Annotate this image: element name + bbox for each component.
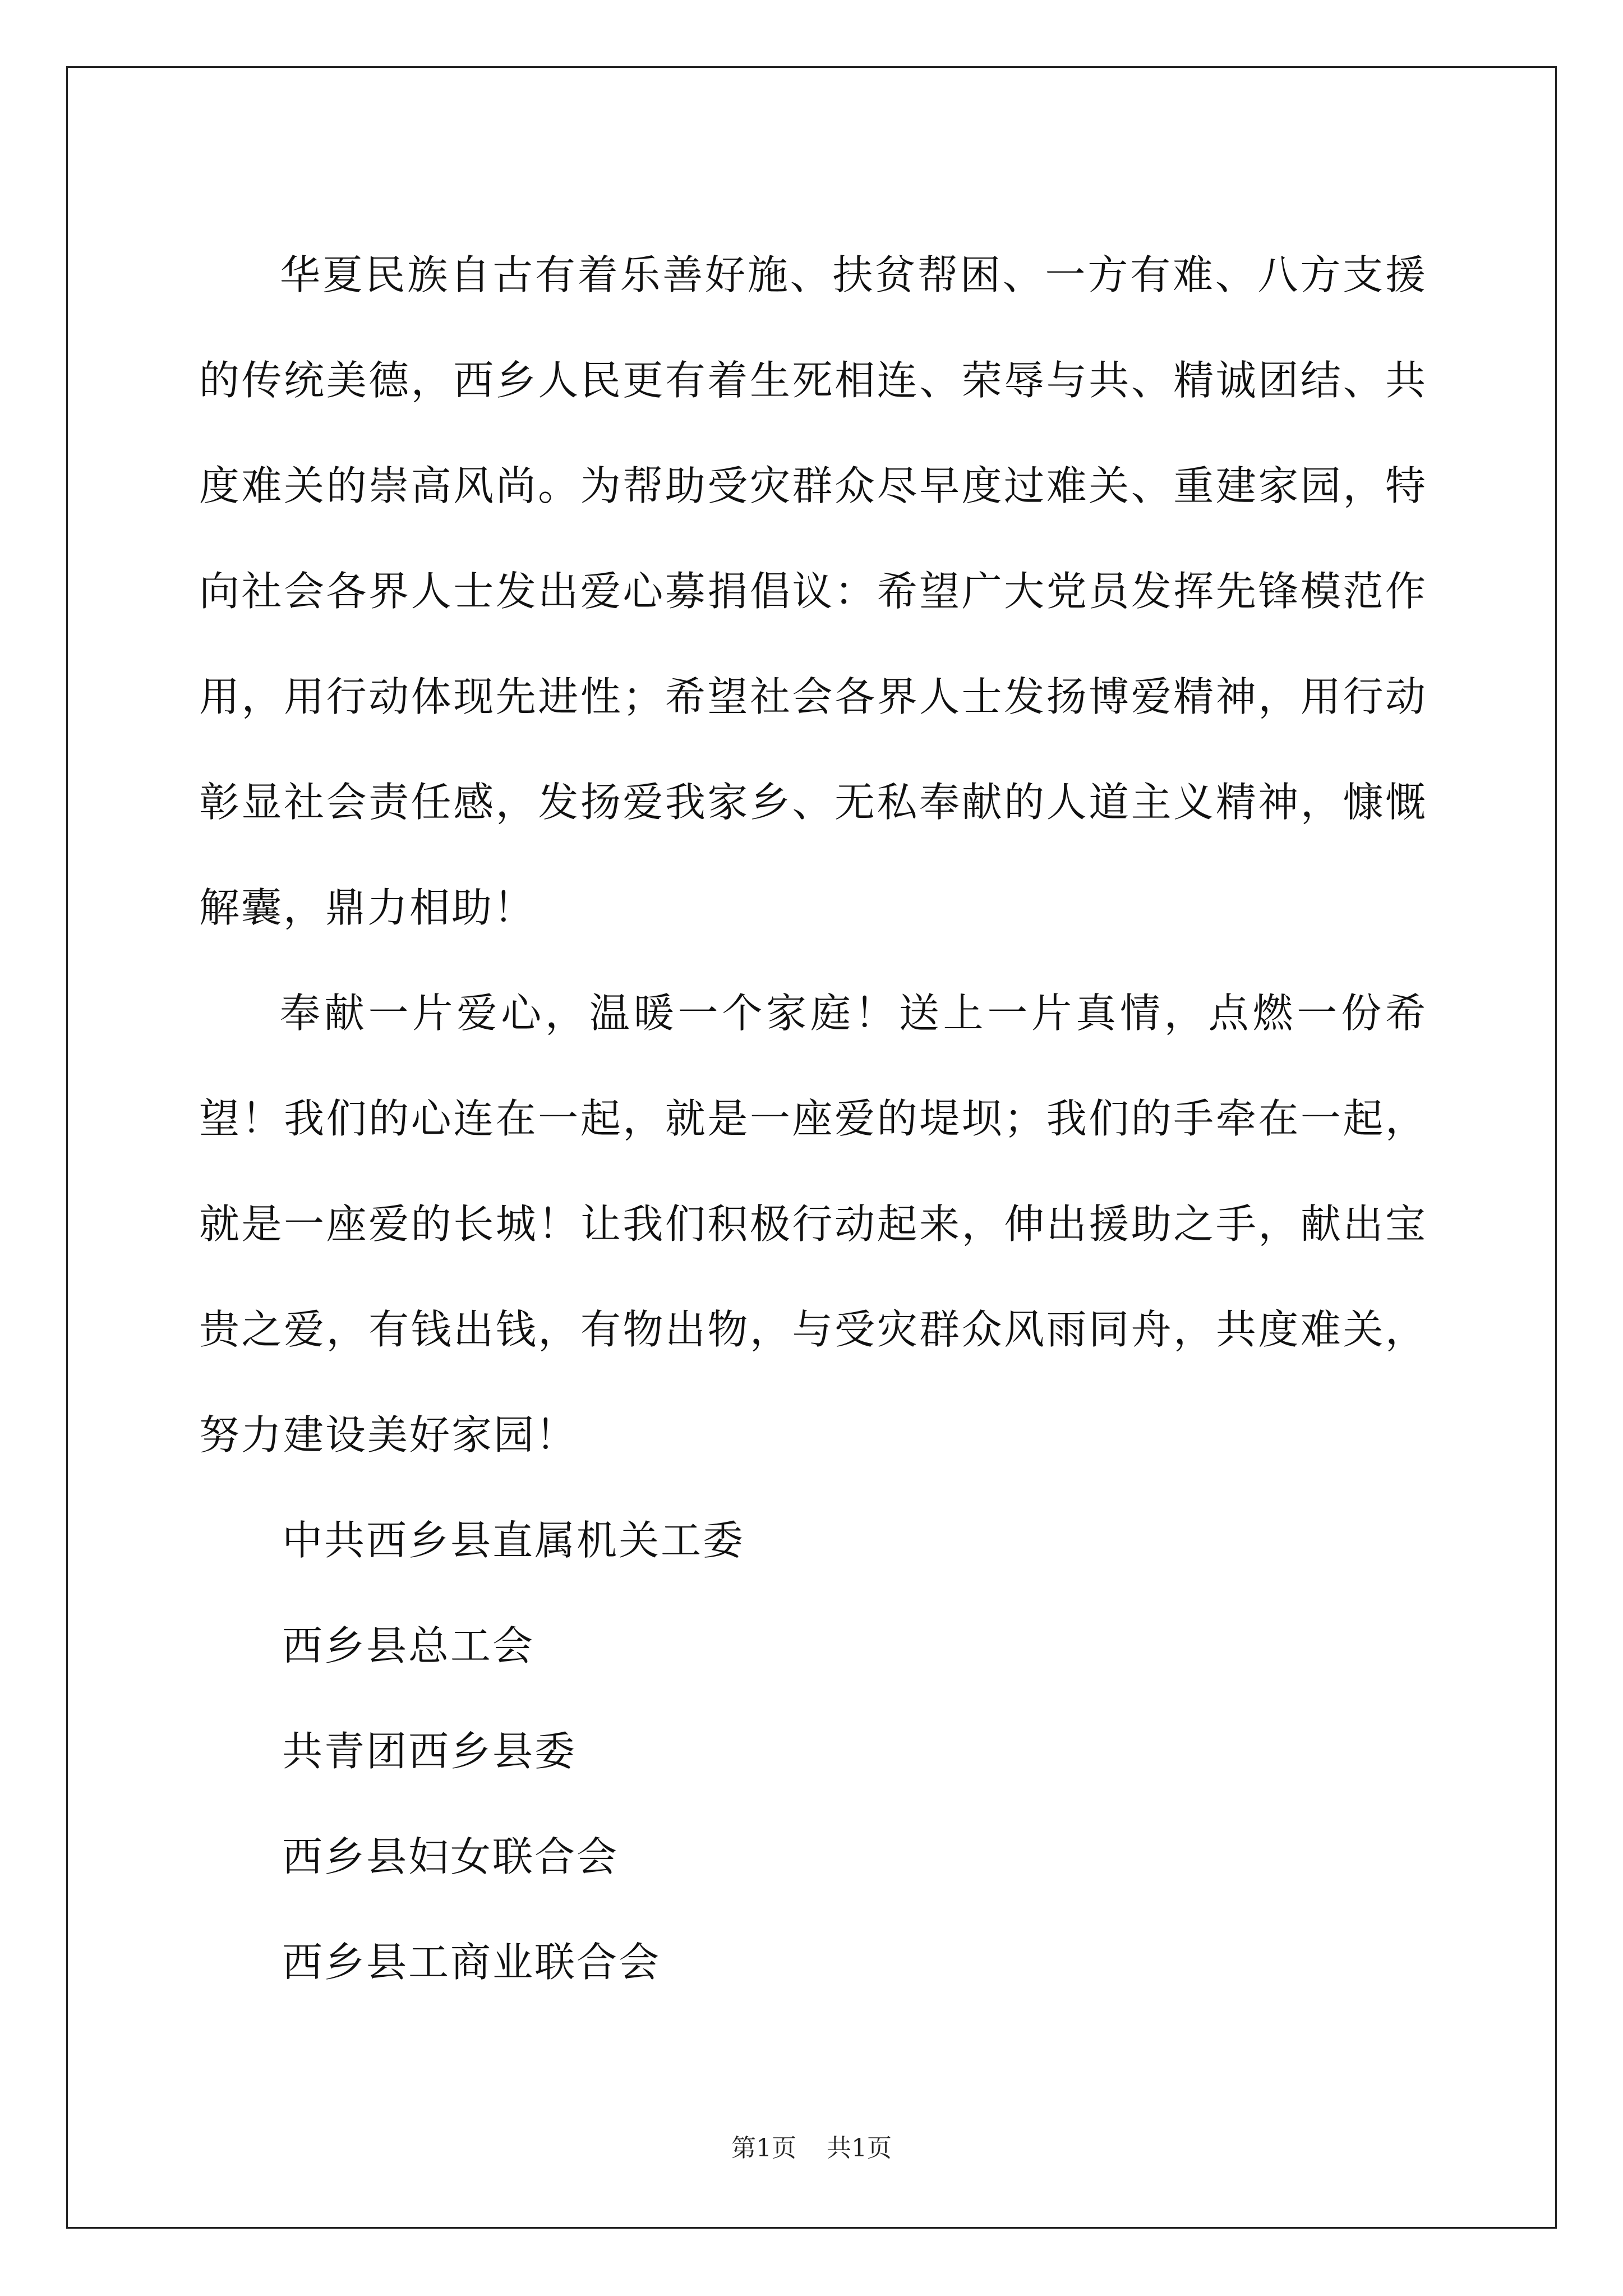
signature-item: 中共西乡县直属机关工委 — [282, 1517, 745, 1564]
page-footer — [0, 2132, 1623, 2165]
signature-item: 西乡县总工会 — [282, 1622, 535, 1669]
paragraph-call-to-action: 奉献一片爱心，温暖一个家庭！送上一片真情，点燃一份希望！我们的心连在一起，就是一座爱的堤坝；我们的手牵在一起，就是一座爱的长城！让我们积极行动起来，伸出援助之手，献出宝贵之爱，有钱出钱，有物出物，与受灾群众风雨同舟，共度难关，努力建设美好家园！ — [199, 990, 1427, 1458]
page-number-current: 第1页 — [731, 2134, 796, 2162]
paragraph-appeal: 华夏民族自古有着乐善好施、扶贫帮困、一方有难、八方支援的传统美德，西乡人民更有着生死相连、荣辱与共、精诚团结、共度难关的崇高风尚。为帮助受灾群众尽早度过难关、重建家园，特向社会各界人士发出爱心募捐倡议：希望广大党员发挥先锋模范作用，用行动体现先进性；希望社会各界人士发扬博爱精神，用行动彰显社会责任感，发扬爱我家乡、无私奉献的人道主义精神，慷慨解囊，鼎力相助！ — [199, 251, 1427, 931]
signature-item: 西乡县工商业联合会 — [282, 1939, 661, 1986]
signature-item: 西乡县妇女联合会 — [282, 1833, 619, 1880]
signature-item: 共青团西乡县委 — [282, 1728, 577, 1775]
signature-list — [199, 1488, 1427, 2015]
document-body — [199, 222, 1427, 2015]
page-number-total: 共1页 — [827, 2134, 892, 2162]
